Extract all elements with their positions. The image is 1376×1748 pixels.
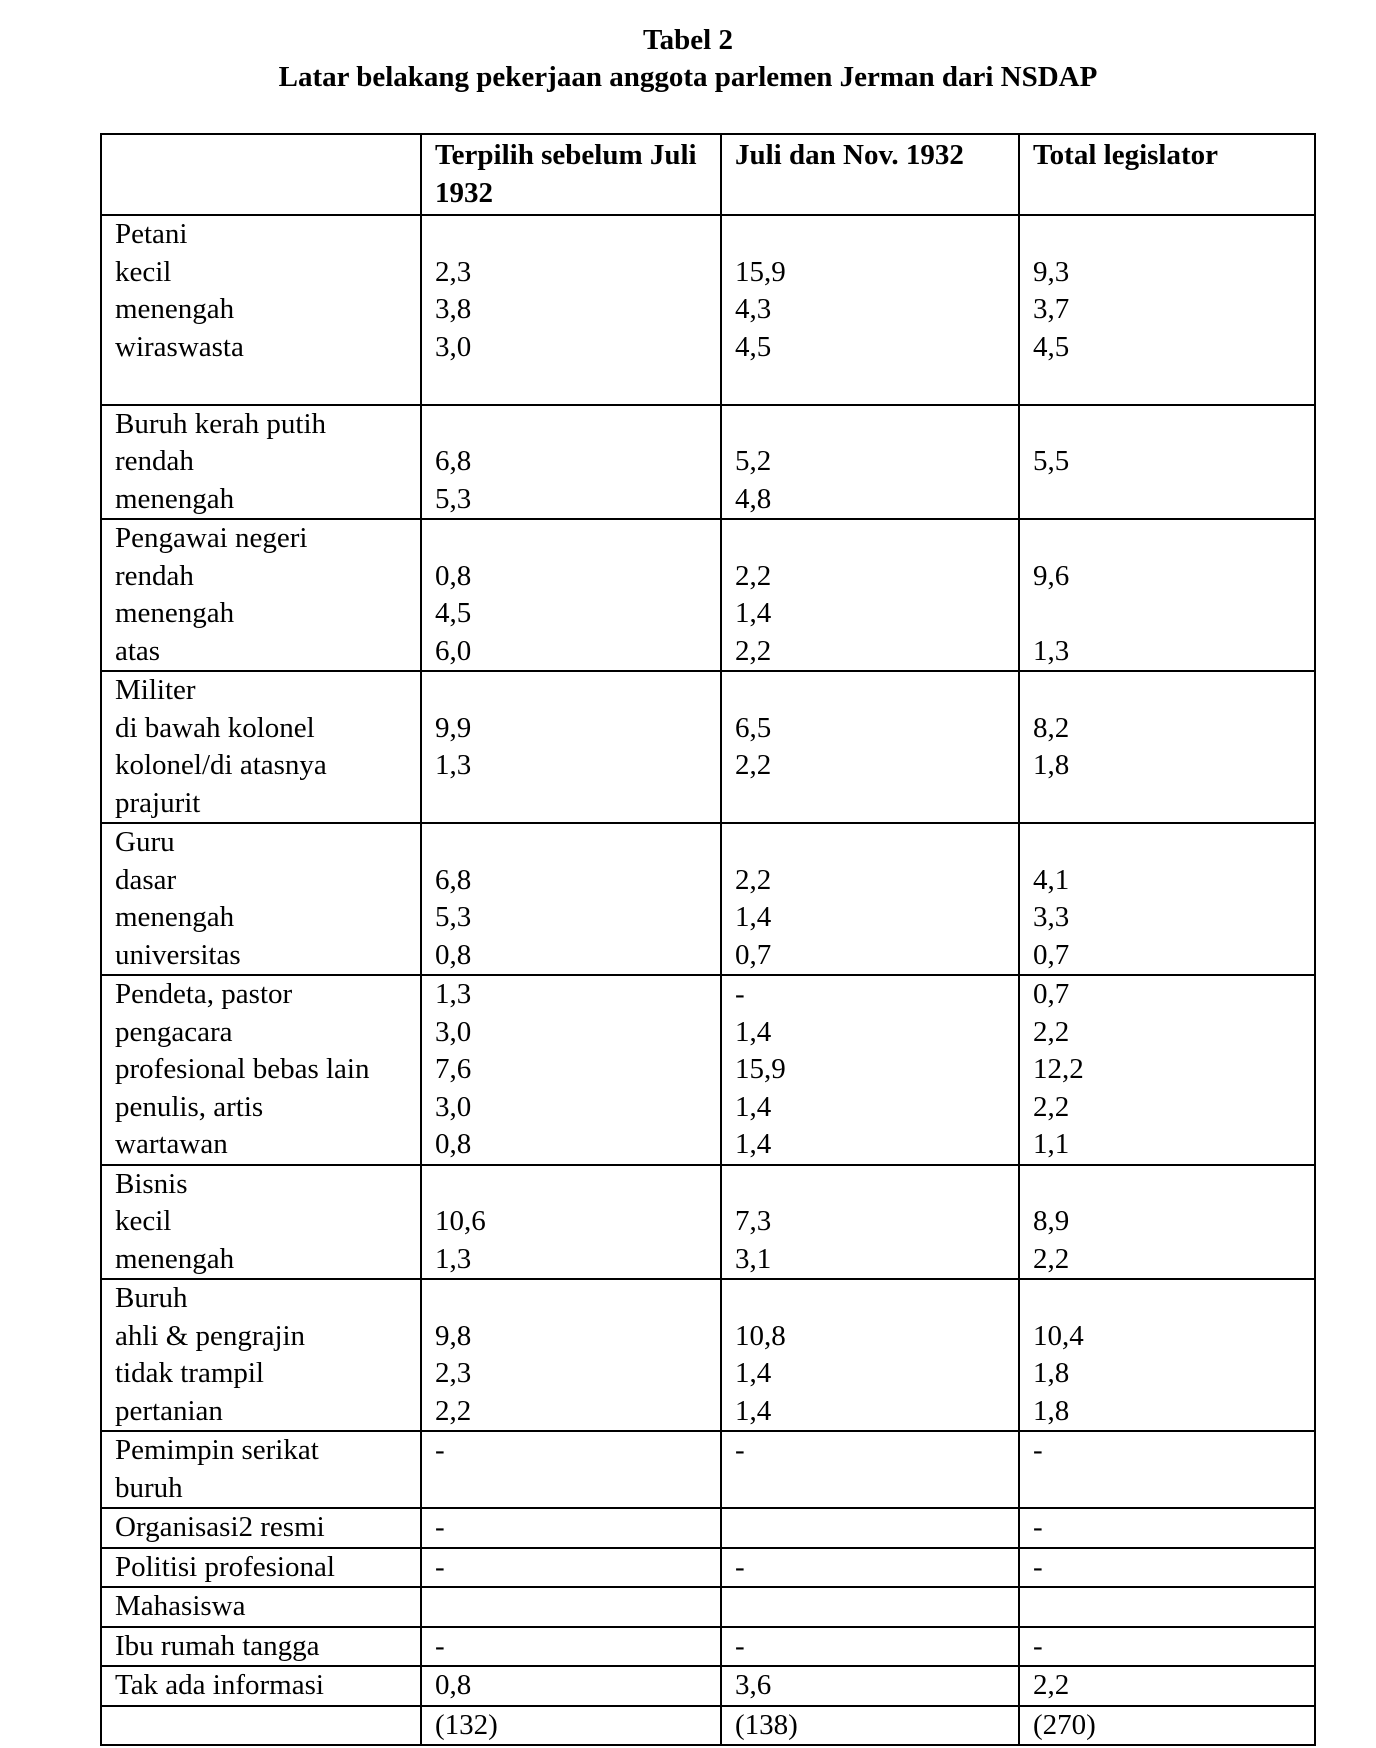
percentage-value: 3,0 — [435, 1015, 472, 1048]
table-row — [101, 1666, 1315, 1706]
percentage-value: 1,8 — [1033, 749, 1070, 781]
percentage-value: 1,4 — [735, 1394, 772, 1427]
percentage-value: 3,8 — [435, 293, 472, 325]
category-cell — [101, 671, 421, 823]
table-row — [101, 1508, 1315, 1548]
table-row — [101, 1548, 1315, 1588]
category-label: wartawan — [115, 1128, 228, 1160]
percentage-value: 4,1 — [1033, 863, 1070, 896]
category-label: di bawah kolonel — [115, 711, 315, 744]
percentage-value: 1,3 — [435, 978, 472, 1010]
percentage-value — [1033, 1280, 1314, 1318]
july-nov-cell — [721, 215, 1019, 405]
before-july-cell — [421, 671, 721, 823]
before-july-cell — [421, 1165, 721, 1280]
percentage-value: 1,8 — [1033, 1357, 1070, 1389]
percentage-value: 0,8 — [435, 938, 472, 971]
before-july-cell — [421, 1627, 721, 1667]
table-row — [101, 1627, 1315, 1667]
percentage-value: 0,8 — [435, 1669, 472, 1701]
percentage-value — [1033, 366, 1314, 404]
percentage-value: 6,8 — [435, 863, 472, 896]
percentage-value: (132) — [435, 1708, 498, 1741]
percentage-value: 2,2 — [435, 1394, 472, 1427]
category-label: pengacara — [115, 1015, 233, 1048]
total-cell — [1019, 975, 1315, 1165]
percentage-value — [1033, 1166, 1314, 1204]
percentage-value — [435, 1470, 720, 1508]
percentage-value — [435, 1588, 720, 1626]
percentage-value: 6,0 — [435, 634, 472, 667]
percentage-value: 1,3 — [435, 1242, 472, 1275]
percentage-value — [1033, 216, 1314, 254]
july-nov-cell — [721, 1431, 1019, 1508]
category-cell — [101, 1165, 421, 1280]
total-cell — [1019, 519, 1315, 671]
percentage-value — [735, 785, 1018, 823]
category-label: Buruh — [115, 1282, 188, 1314]
percentage-value: 2,2 — [735, 863, 772, 896]
percentage-value: - — [435, 1629, 445, 1662]
category-label: menengah — [115, 293, 235, 325]
header-total-legislators: Total legislator — [1019, 134, 1315, 215]
category-cell — [101, 1627, 421, 1667]
percentage-value: 4,8 — [735, 482, 772, 515]
before-july-cell — [421, 1431, 721, 1508]
table-row — [101, 823, 1315, 975]
total-cell — [1019, 215, 1315, 405]
category-label: menengah — [115, 597, 235, 629]
percentage-value: 1,4 — [735, 1357, 772, 1389]
percentage-value: (138) — [735, 1708, 798, 1741]
category-label: profesional bebas lain — [115, 1053, 370, 1085]
percentage-value: - — [1033, 1629, 1043, 1662]
category-cell — [101, 1279, 421, 1431]
percentage-value: 3,0 — [435, 330, 472, 363]
percentage-value: 2,2 — [1033, 1669, 1070, 1701]
percentage-value: 6,5 — [735, 711, 772, 744]
percentage-value: 5,3 — [435, 901, 472, 933]
table-row — [101, 671, 1315, 823]
percentage-value: 1,3 — [435, 749, 472, 781]
percentage-value: - — [435, 1434, 445, 1466]
july-nov-cell — [721, 1165, 1019, 1280]
percentage-value — [1033, 481, 1314, 519]
category-label: buruh — [115, 1471, 183, 1504]
percentage-value — [1033, 785, 1314, 823]
percentage-value — [735, 216, 1018, 254]
percentage-value: 7,6 — [435, 1053, 472, 1085]
category-label: Organisasi2 resmi — [115, 1511, 325, 1543]
july-nov-cell — [721, 519, 1019, 671]
percentage-value — [435, 1280, 720, 1318]
before-july-cell — [421, 1706, 721, 1746]
category-label: Bisnis — [115, 1167, 188, 1200]
total-cell — [1019, 823, 1315, 975]
percentage-value — [435, 672, 720, 710]
percentage-value — [1033, 1470, 1314, 1508]
category-label: Pemimpin serikat — [115, 1434, 319, 1466]
percentage-value: 8,9 — [1033, 1205, 1070, 1237]
percentage-value: 0,7 — [1033, 938, 1070, 971]
category-cell — [101, 519, 421, 671]
percentage-value: 1,4 — [735, 901, 772, 933]
percentage-value: 5,5 — [1033, 445, 1070, 477]
category-cell — [101, 1508, 421, 1548]
category-cell — [101, 975, 421, 1165]
before-july-cell — [421, 1508, 721, 1548]
table-row — [101, 1587, 1315, 1627]
percentage-value: 7,3 — [735, 1205, 772, 1237]
category-label: Politisi profesional — [115, 1550, 335, 1583]
percentage-value: 5,3 — [435, 482, 472, 515]
july-nov-cell — [721, 1548, 1019, 1588]
percentage-value: 1,3 — [1033, 634, 1070, 667]
percentage-value — [735, 520, 1018, 558]
category-cell — [101, 405, 421, 520]
percentage-value — [1033, 595, 1314, 633]
percentage-value: 6,8 — [435, 445, 472, 477]
percentage-value: 3,3 — [1033, 901, 1070, 933]
table-row — [101, 1165, 1315, 1280]
percentage-value: 3,0 — [435, 1090, 472, 1123]
percentage-value: (270) — [1033, 1708, 1096, 1741]
july-nov-cell — [721, 671, 1019, 823]
table-caption — [0, 22, 1376, 96]
header-stub — [101, 134, 421, 215]
before-july-cell — [421, 1279, 721, 1431]
percentage-value: 4,5 — [735, 330, 772, 363]
percentage-value: 2,3 — [435, 1357, 472, 1389]
percentage-value: 5,2 — [735, 445, 772, 477]
category-label: menengah — [115, 901, 235, 933]
july-nov-cell — [721, 405, 1019, 520]
july-nov-cell — [721, 975, 1019, 1165]
percentage-value: 12,2 — [1033, 1053, 1084, 1085]
percentage-value: 2,3 — [435, 255, 472, 288]
percentage-value: 1,4 — [735, 1090, 772, 1123]
percentage-value: 2,2 — [735, 749, 772, 781]
category-label: wiraswasta — [115, 330, 244, 363]
category-label: kecil — [115, 255, 172, 288]
percentage-value — [435, 1166, 720, 1204]
before-july-cell — [421, 1548, 721, 1588]
percentage-value — [735, 672, 1018, 710]
category-label: Pendeta, pastor — [115, 978, 293, 1010]
category-cell — [101, 1548, 421, 1588]
percentage-value — [1033, 672, 1314, 710]
category-label: Ibu rumah tangga — [115, 1629, 320, 1662]
percentage-value — [435, 216, 720, 254]
category-cell — [101, 1587, 421, 1627]
before-july-cell — [421, 1666, 721, 1706]
total-cell — [1019, 1279, 1315, 1431]
percentage-value — [435, 785, 720, 823]
percentage-value: 9,9 — [435, 711, 472, 744]
percentage-value: - — [1033, 1434, 1043, 1466]
percentage-value: 1,4 — [735, 597, 772, 629]
category-label — [115, 1707, 420, 1745]
header-july-nov-1932: Juli dan Nov. 1932 — [721, 134, 1019, 215]
table-row — [101, 975, 1315, 1165]
percentage-value: 2,2 — [735, 634, 772, 667]
category-cell — [101, 1666, 421, 1706]
percentage-value — [735, 1280, 1018, 1318]
category-label: ahli & pengrajin — [115, 1319, 306, 1352]
total-cell — [1019, 1431, 1315, 1508]
percentage-value: 0,8 — [435, 1128, 472, 1160]
percentage-value — [1033, 406, 1314, 444]
percentage-value — [1033, 1588, 1314, 1626]
table-row — [101, 405, 1315, 520]
percentage-value: - — [735, 1629, 745, 1662]
total-cell — [1019, 1548, 1315, 1588]
total-cell — [1019, 671, 1315, 823]
percentage-value — [735, 406, 1018, 444]
percentage-value — [735, 1509, 1018, 1547]
category-label: Petani — [115, 218, 188, 250]
category-label: atas — [115, 634, 161, 667]
category-label: kecil — [115, 1205, 172, 1237]
july-nov-cell — [721, 1508, 1019, 1548]
category-label: Buruh kerah putih — [115, 407, 327, 440]
percentage-value — [735, 1166, 1018, 1204]
category-cell — [101, 1706, 421, 1746]
percentage-value: - — [435, 1511, 445, 1543]
category-label — [115, 366, 420, 404]
percentage-value: 3,7 — [1033, 293, 1070, 325]
table-row — [101, 1431, 1315, 1508]
percentage-value: 0,7 — [735, 938, 772, 971]
percentage-value — [735, 366, 1018, 404]
before-july-cell — [421, 975, 721, 1165]
percentage-value — [435, 520, 720, 558]
percentage-value: - — [435, 1550, 445, 1583]
percentage-value — [735, 1588, 1018, 1626]
before-july-cell — [421, 405, 721, 520]
total-cell — [1019, 1165, 1315, 1280]
percentage-value — [735, 1470, 1018, 1508]
percentage-value — [435, 824, 720, 862]
category-label: rendah — [115, 559, 194, 592]
percentage-value: 9,6 — [1033, 559, 1070, 592]
header-before-july-1932: Terpilih sebelum Juli 1932 — [421, 134, 721, 215]
percentage-value: 15,9 — [735, 255, 786, 288]
table-row — [101, 215, 1315, 405]
percentage-value: - — [735, 1550, 745, 1583]
category-label: prajurit — [115, 786, 201, 819]
category-label: menengah — [115, 1242, 235, 1275]
percentage-value — [735, 824, 1018, 862]
category-label: pertanian — [115, 1394, 223, 1427]
category-label: dasar — [115, 863, 177, 896]
percentage-value: 3,1 — [735, 1242, 772, 1275]
table-number: Tabel 2 — [643, 24, 733, 56]
table-title: Latar belakang pekerjaan anggota parlemen Jerman dari NSDAP — [278, 61, 1098, 93]
percentage-value: 4,5 — [435, 597, 472, 629]
before-july-cell — [421, 215, 721, 405]
category-cell — [101, 1431, 421, 1508]
total-cell — [1019, 1627, 1315, 1667]
july-nov-cell — [721, 1666, 1019, 1706]
percentage-value — [1033, 520, 1314, 558]
percentage-value: 1,4 — [735, 1015, 772, 1048]
percentage-value — [435, 406, 720, 444]
percentage-value: 15,9 — [735, 1053, 786, 1085]
percentage-value: - — [735, 1434, 745, 1466]
percentage-value: 2,2 — [735, 559, 772, 592]
july-nov-cell — [721, 1279, 1019, 1431]
table-body — [101, 215, 1315, 1745]
percentage-value: - — [735, 978, 745, 1010]
percentage-value: 1,8 — [1033, 1394, 1070, 1427]
percentage-value: 1,4 — [735, 1128, 772, 1160]
percentage-value: 8,2 — [1033, 711, 1070, 744]
percentage-value: - — [1033, 1550, 1043, 1583]
percentage-value: 10,4 — [1033, 1319, 1084, 1352]
percentage-value: 10,8 — [735, 1319, 786, 1352]
category-label: Mahasiswa — [115, 1590, 246, 1622]
category-label: Guru — [115, 826, 175, 858]
percentage-value: 1,1 — [1033, 1128, 1070, 1160]
july-nov-cell — [721, 1706, 1019, 1746]
before-july-cell — [421, 1587, 721, 1627]
total-cell — [1019, 1706, 1315, 1746]
before-july-cell — [421, 519, 721, 671]
percentage-value: 10,6 — [435, 1205, 486, 1237]
percentage-value: 0,8 — [435, 559, 472, 592]
total-cell — [1019, 405, 1315, 520]
percentage-value — [435, 366, 720, 404]
total-cell — [1019, 1508, 1315, 1548]
category-label: tidak trampil — [115, 1357, 264, 1389]
category-label: Pengawai negeri — [115, 522, 308, 554]
percentage-value — [1033, 824, 1314, 862]
percentage-value: 9,3 — [1033, 255, 1070, 288]
category-label: rendah — [115, 445, 194, 477]
percentage-value: 9,8 — [435, 1319, 472, 1352]
table-row — [101, 519, 1315, 671]
category-cell — [101, 823, 421, 975]
total-cell — [1019, 1587, 1315, 1627]
percentage-value: - — [1033, 1511, 1043, 1543]
percentage-value: 0,7 — [1033, 978, 1070, 1010]
percentage-value: 2,2 — [1033, 1015, 1070, 1048]
category-cell — [101, 215, 421, 405]
july-nov-cell — [721, 1587, 1019, 1627]
table-row — [101, 1706, 1315, 1746]
header-row — [101, 134, 1315, 215]
category-label: Tak ada informasi — [115, 1669, 324, 1701]
percentage-value: 4,5 — [1033, 330, 1070, 363]
category-label: Militer — [115, 674, 196, 706]
percentage-value: 2,2 — [1033, 1242, 1070, 1275]
category-label: penulis, artis — [115, 1090, 264, 1123]
category-label: menengah — [115, 482, 235, 515]
total-cell — [1019, 1666, 1315, 1706]
percentage-value: 4,3 — [735, 293, 772, 325]
occupation-table — [100, 133, 1316, 1746]
category-label: kolonel/di atasnya — [115, 749, 327, 781]
before-july-cell — [421, 823, 721, 975]
table-row — [101, 1279, 1315, 1431]
percentage-value: 3,6 — [735, 1669, 772, 1701]
percentage-value: 2,2 — [1033, 1090, 1070, 1123]
july-nov-cell — [721, 1627, 1019, 1667]
category-label: universitas — [115, 938, 241, 971]
july-nov-cell — [721, 823, 1019, 975]
